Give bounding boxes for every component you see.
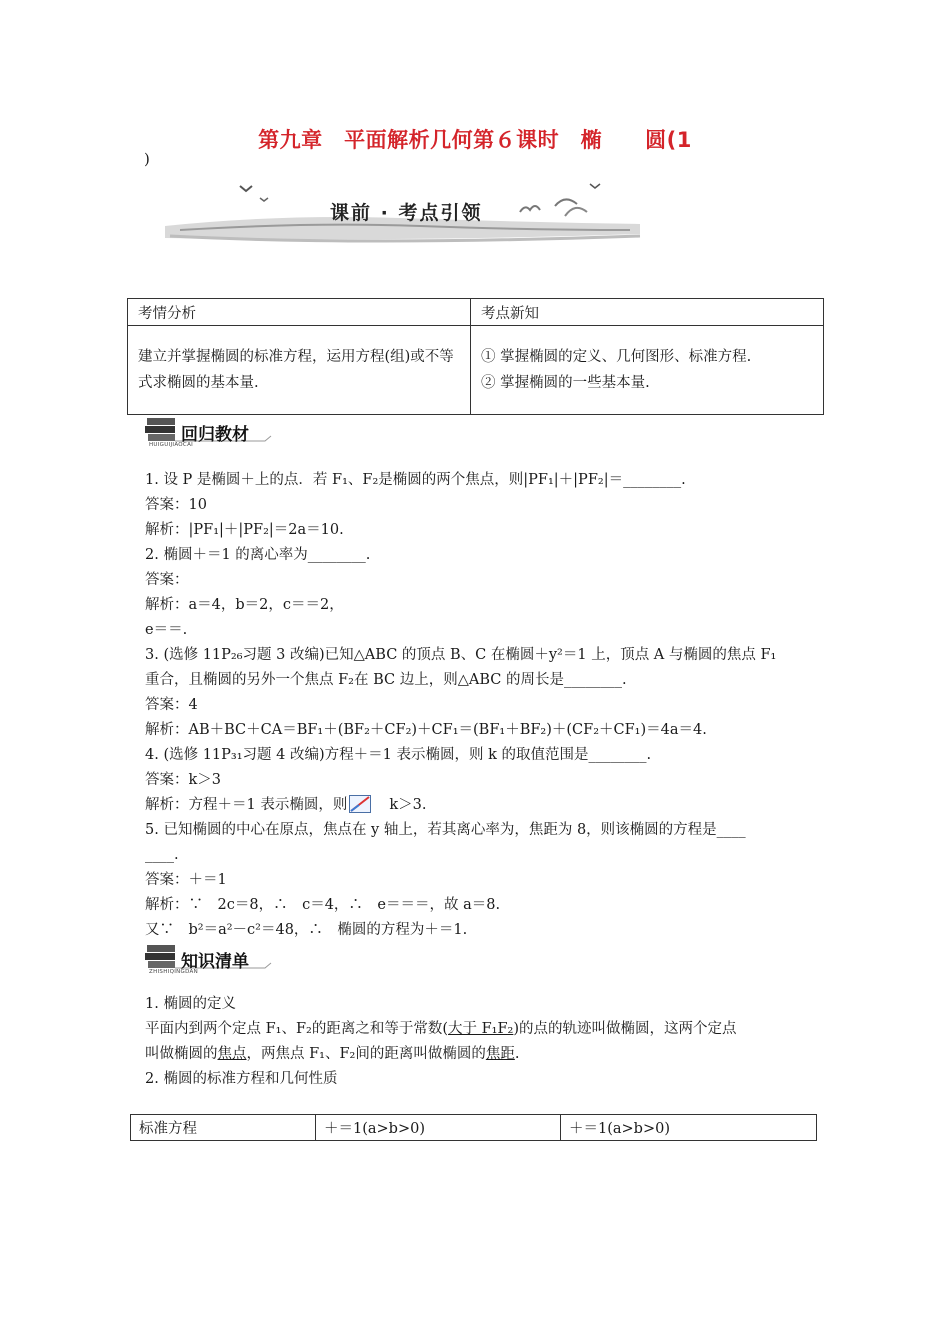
title-continuation: ) [144, 150, 150, 168]
formula-image-icon [349, 795, 371, 813]
knowledge-point-2: ② 掌握椭圆的一些基本量. [481, 375, 650, 391]
text-line [145, 795, 426, 815]
text-line [145, 1019, 737, 1039]
table-header-knowledge: 考点新知 [471, 299, 824, 326]
text-span: ，两焦点 F₁、F₂间的距离叫做椭圆的 [246, 1046, 486, 1062]
text-span: 解析：方程＋＝1 表示椭圆，则 [145, 797, 348, 813]
text-line: 2. 椭圆＋＝1 的离心率为________. [145, 547, 371, 563]
text-line: 重合，且椭圆的另外一个焦点 F₂在 BC 边上，则△ABC 的周长是________. [145, 672, 627, 688]
text-line: 答案：4 [145, 697, 198, 713]
text-line: 解析：a＝4，b＝2，c＝＝2， [145, 597, 344, 613]
banner-label: 课前 · 考点引领 [330, 202, 483, 224]
page-title: 第九章 平面解析几何第６课时 椭 圆(1 [258, 128, 692, 152]
exam-analysis-table [127, 298, 824, 415]
table-cell: ＋＝1(a>b>0) [561, 1115, 817, 1141]
section-header-textbook [145, 414, 275, 448]
text-span: 平面内到两个定点 F₁、F₂的距离之和等于常数( [145, 1021, 449, 1037]
text-line: 1. 椭圆的定义 [145, 996, 236, 1012]
text-line: 1. 设 P 是椭圆＋上的点．若 F₁、F₂是椭圆的两个焦点，则|PF₁|＋|PF₂|＝________. [145, 472, 686, 488]
table-cell: 标准方程 [131, 1115, 316, 1141]
underlined-term: 焦点 [217, 1046, 247, 1062]
text-line: 2. 椭圆的标准方程和几何性质 [145, 1071, 338, 1087]
table-cell-analysis: 建立并掌握椭圆的标准方程，运用方程(组)或不等式求椭圆的基本量. [128, 326, 471, 415]
table-cell: ＋＝1(a>b>0) [316, 1115, 561, 1141]
text-line: ____. [145, 847, 179, 863]
underlined-term: 大于 F₁F₂ [448, 1021, 514, 1037]
section-pinyin: ZHISHIQINGDAN [149, 969, 199, 975]
text-line [145, 1044, 519, 1064]
text-line: 3. (选修 11P₂₆习题 3 改编)已知△ABC 的顶点 B、C 在椭圆＋y²＝1 上，顶点 A 与椭圆的焦点 F₁ [145, 647, 777, 663]
ellipse-properties-table [130, 1114, 817, 1141]
text-span: 叫做椭圆的 [145, 1046, 218, 1062]
knowledge-point-1: ① 掌握椭圆的定义、几何图形、标准方程. [481, 349, 752, 365]
section-title: 回归教材 [181, 425, 249, 445]
text-line: 答案： [145, 572, 189, 588]
text-span: . [514, 1046, 520, 1062]
section-header-knowledge [145, 941, 275, 975]
section-pinyin: HUIGUIJIAOCAI [149, 442, 194, 448]
text-line: 解析：∵ 2c＝8，∴ c＝4，∴ e＝＝＝，故 a＝8. [145, 897, 501, 913]
text-line: 5. 已知椭圆的中心在原点，焦点在 y 轴上，若其离心率为，焦距为 8，则该椭圆的方程是____ [145, 822, 746, 838]
section-title: 知识清单 [181, 952, 249, 972]
text-line: 解析：AB＋BC＋CA＝BF₁＋(BF₂＋CF₂)＋CF₁＝(BF₁＋BF₂)＋(CF₂＋CF₁)＝4a＝4. [145, 722, 707, 738]
table-header-analysis: 考情分析 [128, 299, 471, 326]
text-line: 4. (选修 11P₃₁习题 4 改编)方程＋＝1 表示椭圆，则 k 的取值范围是________. [145, 747, 652, 763]
text-line: e＝＝. [145, 622, 188, 638]
table-cell-knowledge [471, 326, 824, 415]
text-line: 答案：k＞3 [145, 772, 222, 788]
text-line: 答案：10 [145, 497, 207, 513]
text-line: 答案：＋＝1 [145, 872, 227, 888]
text-span: k＞3. [389, 797, 427, 813]
text-line: 解析：|PF₁|＋|PF₂|＝2a＝10. [145, 522, 344, 538]
text-span: )的点的轨迹叫做椭圆，这两个定点 [513, 1021, 737, 1037]
underlined-term: 焦距 [485, 1046, 515, 1062]
text-line: 又∵ b²＝a²－c²＝48，∴ 椭圆的方程为＋＝1. [145, 922, 468, 938]
